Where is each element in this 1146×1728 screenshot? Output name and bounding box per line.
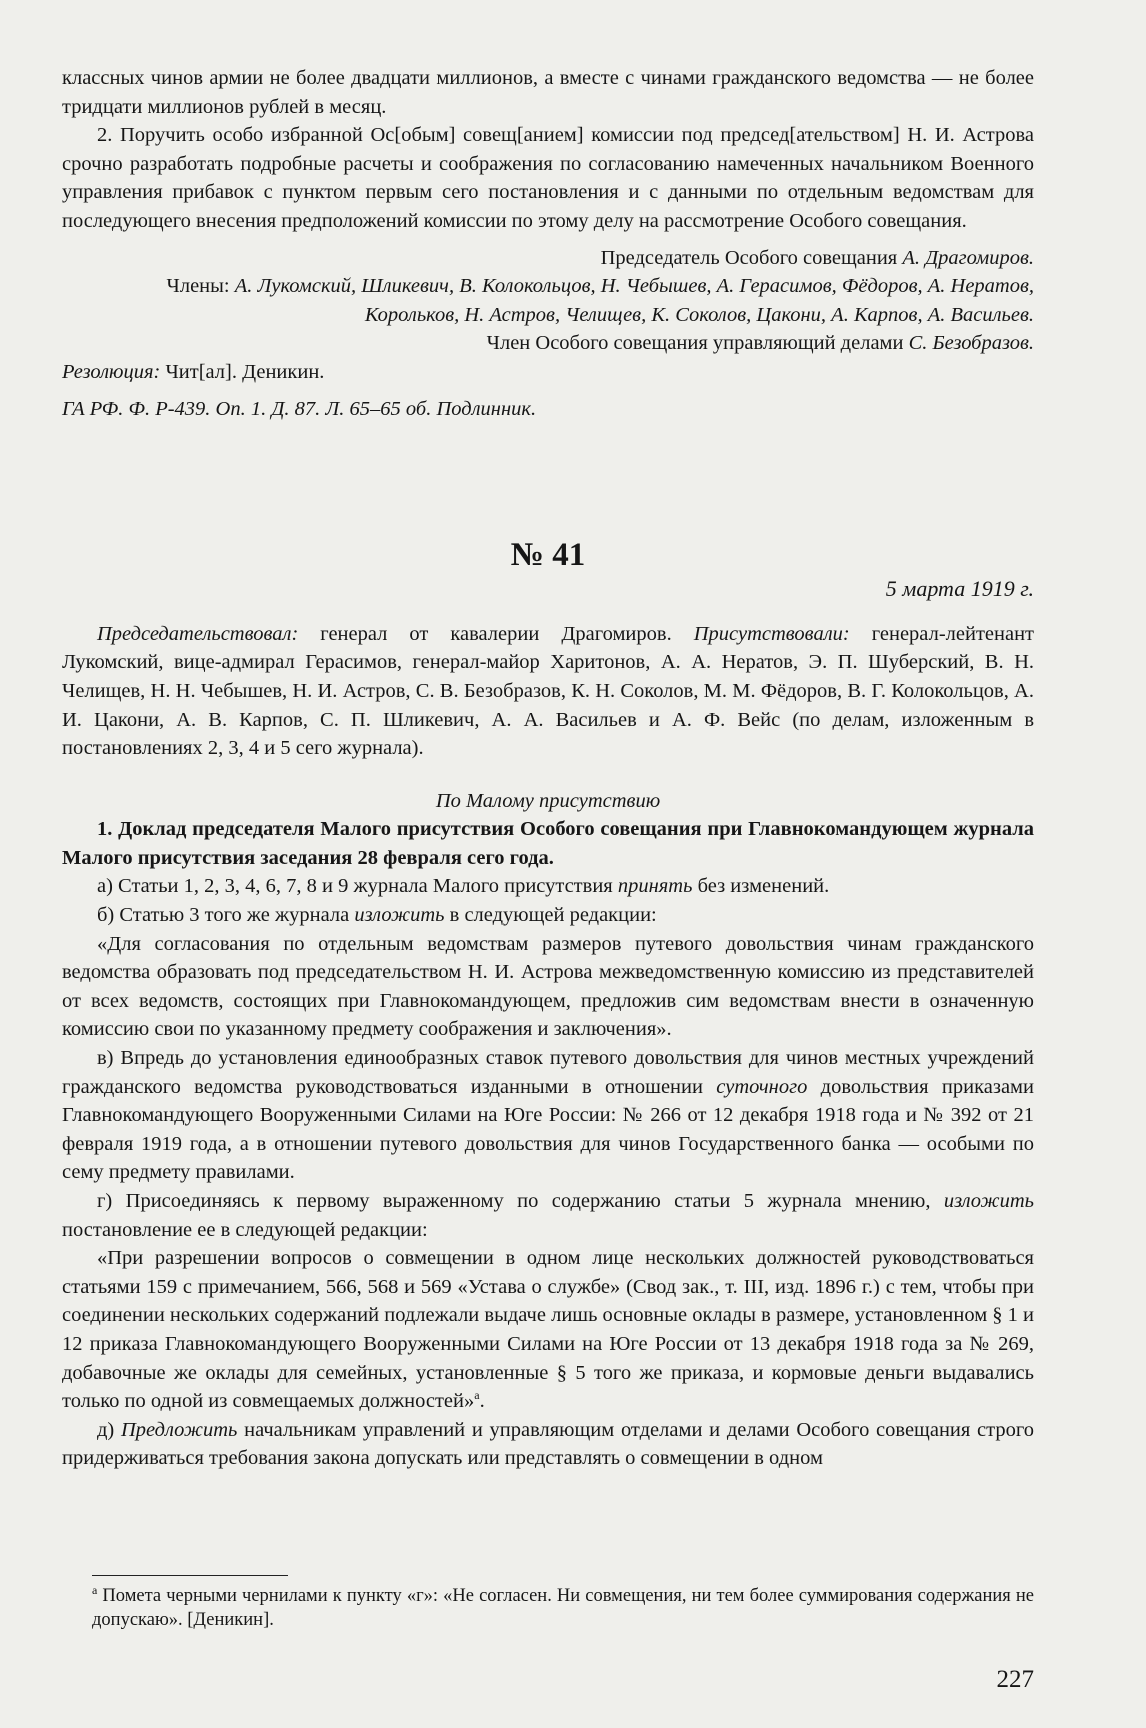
item-d: д) Предложить начальникам управлений и управляющим отделами и делами Особого совещания строго придерживаться требования закона допускать или представлять о совмещении в одном bbox=[62, 1418, 1034, 1470]
paragraph-continuation: классных чинов армии не более двадцати миллионов, а вместе с чинами гражданского ведомства — не более тридцати миллионов рублей в месяц. bbox=[62, 67, 1034, 118]
page-body bbox=[62, 64, 1034, 1473]
members-signature-line-1: Члены: А. Лукомский, Шликевич, В. Колокольцов, Н. Чебышев, А. Герасимов, Фёдоров, А. Нератов, bbox=[166, 275, 1034, 298]
footnote-divider bbox=[92, 1575, 288, 1576]
secretary-signature: Член Особого совещания управляющий делами С. Безобразов. bbox=[486, 332, 1034, 355]
chair-signature: Председатель Особого совещания А. Драгомиров. bbox=[600, 246, 1034, 269]
document-number: № 41 bbox=[510, 537, 586, 574]
quote-1: «Для согласования по отдельным ведомствам размеров путевого довольствия чинам гражданского ведомства образовать под председательством Н. И. Астрова межведомственную комиссию из представителей от всех ведомств, состоящих при Главнокомандующем, предложив сим ведомствам внести в означенную комиссию свои по указанному предмету соображения и заключения». bbox=[62, 932, 1034, 1041]
page-number: 227 bbox=[996, 1666, 1034, 1693]
quote-2: «При разрешении вопросов о совмещении в одном лице нескольких должностей руководствоваться статьями 159 с примечанием, 566, 568 и 569 «Устава о службе» (Свод зак., т. III, изд. 1896 г.) с тем, чтобы при соединении нескольких содержаний подлежали выдаче лишь основные оклады в размере, установленном § 1 и 12 приказа Главнокомандующего Вооруженными Силами на Юге России от 13 декабря 1918 года за № 269, добавочные же оклады для семейных, установленные § 5 того же приказа, и кормовые деньги выдавались только по одной из совмещаемых должностей»$^а$. bbox=[62, 1247, 1035, 1413]
paragraph-item-2: 2. Поручить особо избранной Ос[обым] совещ[анием] комиссии под председ[ательством] Н. И. Астрова срочно разработать подробные расчеты и соображения по согласованию намеченных начальником Военного управления прибавок с пунктом первым сего постановления и с данными по отдельным ведомствам для последующего внесения предположений комиссии по этому делу на рассмотрение Особого совещания. bbox=[62, 124, 1034, 232]
resolution: Резолюция: Чит[ал]. Деникин. bbox=[62, 360, 325, 383]
members-signature-line-2: Корольков, Н. Астров, Челищев, К. Соколов, Цакони, А. Карпов, А. Васильев. bbox=[364, 303, 1034, 326]
archive-reference: ГА РФ. Ф. Р-439. Оп. 1. Д. 87. Л. 65–65 об. Подлинник. bbox=[62, 397, 537, 420]
item-a: а) Статьи 1, 2, 3, 4, 6, 7, 8 и 9 журнала Малого присутствия принять без изменений. bbox=[97, 875, 830, 898]
attendance-paragraph: Председательствовал: генерал от кавалерии Драгомиров. Присутствовали: генерал-лейтенант Лукомский, вице-адмирал Герасимов, генерал-майор Харитонов, А. А. Нератов, Э. П. Шуберский, В. Н. Челищев, Н. Н. Чебышев, Н. И. Астров, С. В. Безобразов, К. Н. Соколов, М. М. Фёдоров, В. Г. Колокольцов, А. И. Цакони, А. В. Карпов, С. П. Шликевич, А. А. Васильев и А. Ф. Вейс (по делам, изложенным в постановлениях 2, 3, 4 и 5 сего журнала). bbox=[62, 622, 1034, 760]
section-heading: По Малому присутствию bbox=[435, 789, 661, 812]
footnote-mark: а bbox=[474, 1388, 480, 1403]
footnote: $^а$ Помета черными чернилами к пункту «г»: «Не согласен. Ни совмещения, ни тем более суммирования содержания не допускаю». [Деникин]. bbox=[92, 1582, 1034, 1630]
item-b: б) Статью 3 того же журнала изложить в следующей редакции: bbox=[97, 904, 657, 927]
item-1-heading: 1. Доклад председателя Малого присутствия Особого совещания при Главнокомандующем журнала Малого присутствия заседания 28 февраля сего года. bbox=[62, 818, 1034, 869]
item-v: в) Впредь до установления единообразных ставок путевого довольствия для чинов местных учреждений гражданского ведомства руководствоваться изданными в отношении суточного довольствия приказами Главнокомандующего Вооруженными Силами на Юге России: № 266 от 12 декабря 1918 года и № 392 от 21 февраля 1919 года, а в отношении путевого довольствия для чинов Государственного банка — особыми по сему предмету правилами. bbox=[62, 1047, 1034, 1184]
document-date: 5 марта 1919 г. bbox=[885, 576, 1034, 602]
item-g: г) Присоединяясь к первому выраженному по содержанию статьи 5 журнала мнению, изложить постановление ее в следующей редакции: bbox=[62, 1190, 1034, 1241]
